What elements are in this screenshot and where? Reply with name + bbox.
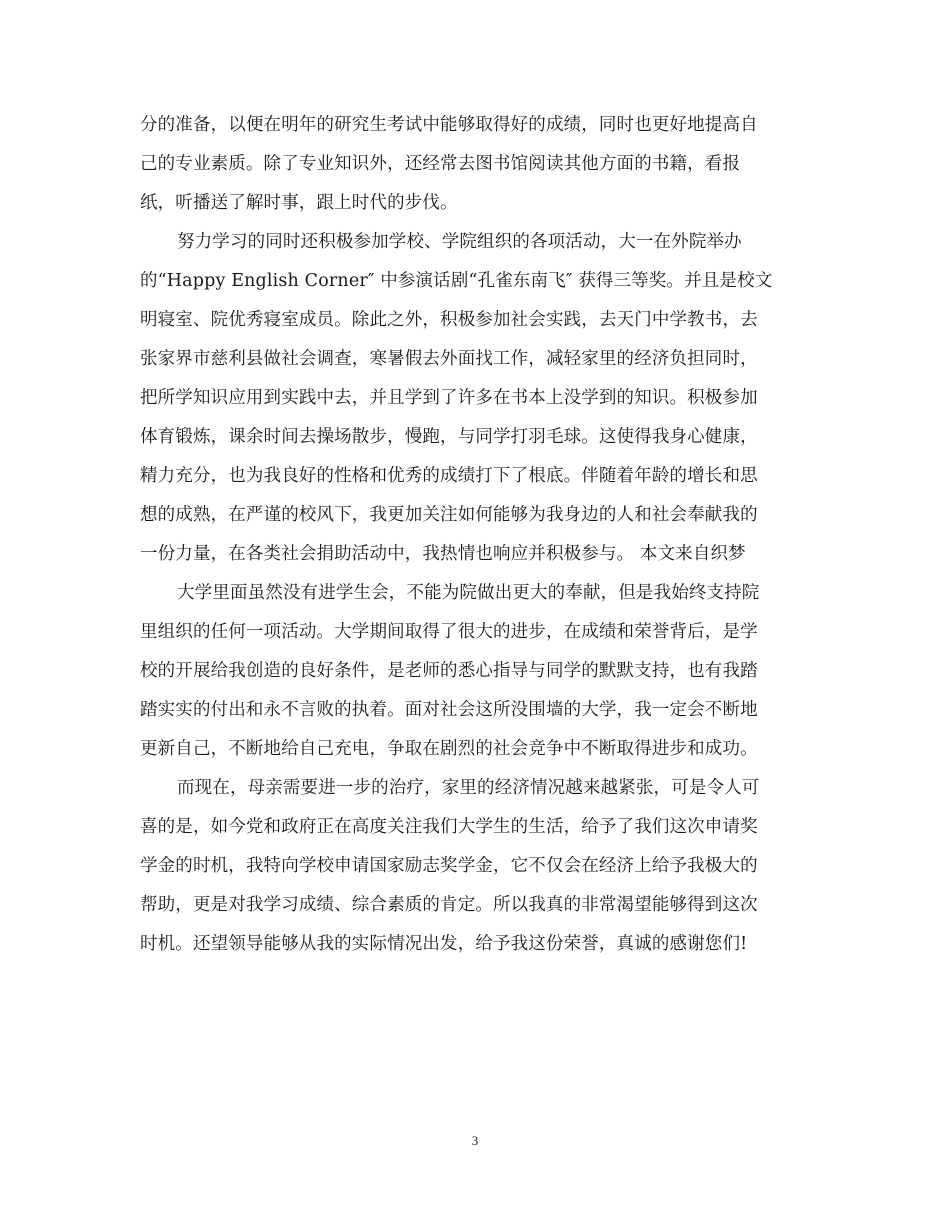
- body-text: [140, 106, 840, 964]
- text-line: 时机。还望领导能够从我的实际情况出发，给予我这份荣誉，真诚的感谢您们!: [140, 934, 748, 954]
- page-number: 3: [471, 1133, 479, 1148]
- text-line: 一份力量，在各类社会捐助活动中，我热情也响应并积极参与。 本文来自织梦: [140, 544, 746, 564]
- text-line: 体育锻炼，课余时间去操场散步，慢跑，与同学打羽毛球。这使得我身心健康，: [140, 427, 758, 447]
- text-line: 分的准备，以便在明年的研究生考试中能够取得好的成绩，同时也更好地提高自: [140, 115, 758, 135]
- text-line: 的“Happy English Corner″ 中参演话剧“孔雀东南飞″ 获得三等奖。并且是校文: [140, 271, 773, 291]
- text-line: 更新自己，不断地给自己充电，争取在剧烈的社会竞争中不断取得进步和成功。: [140, 739, 758, 759]
- text-line: 想的成熟，在严谨的校风下，我更加关注如何能够为我身边的人和社会奉献我的: [140, 505, 758, 525]
- text-line: 校的开展给我创造的良好条件，是老师的悉心指导与同学的默默支持，也有我踏: [140, 661, 758, 681]
- text-line: 明寝室、院优秀寝室成员。除此之外，积极参加社会实践，去天门中学教书，去: [140, 310, 758, 330]
- text-line: 精力充分，也为我良好的性格和优秀的成绩打下了根底。伴随着年龄的增长和思: [140, 466, 758, 486]
- text-line: 张家界市慈利县做社会调查，寒暑假去外面找工作，减轻家里的经济负担同时，: [140, 349, 758, 369]
- text-line: 喜的是，如今党和政府正在高度关注我们大学生的生活，给予了我们这次申请奖: [140, 817, 758, 837]
- paragraph-first-line: 而现在，母亲需要进一步的治疗，家里的经济情况越来越紧张，可是令人可: [177, 778, 760, 798]
- text-line: 纸，听播送了解时事，跟上时代的步伐。: [140, 193, 458, 213]
- text-line: 把所学知识应用到实践中去，并且学到了许多在书本上没学到的知识。积极参加: [140, 388, 758, 408]
- text-line: 帮助，更是对我学习成绩、综合素质的肯定。所以我真的非常渴望能够得到这次: [140, 895, 758, 915]
- text-line: 学金的时机，我特向学校申请国家励志奖学金，它不仅会在经济上给予我极大的: [140, 856, 758, 876]
- paragraph-first-line: 大学里面虽然没有进学生会，不能为院做出更大的奉献，但是我始终支持院: [177, 583, 760, 603]
- text-line: 里组织的任何一项活动。大学期间取得了很大的进步，在成绩和荣誉背后，是学: [140, 622, 758, 642]
- text-line: 己的专业素质。除了专业知识外，还经常去图书馆阅读其他方面的书籍，看报: [140, 154, 741, 174]
- text-line: 踏实实的付出和永不言败的执着。面对社会这所没围墙的大学，我一定会不断地: [140, 700, 758, 720]
- paragraph-first-line: 努力学习的同时还积极参加学校、学院组织的各项活动，大一在外院举办: [177, 232, 742, 252]
